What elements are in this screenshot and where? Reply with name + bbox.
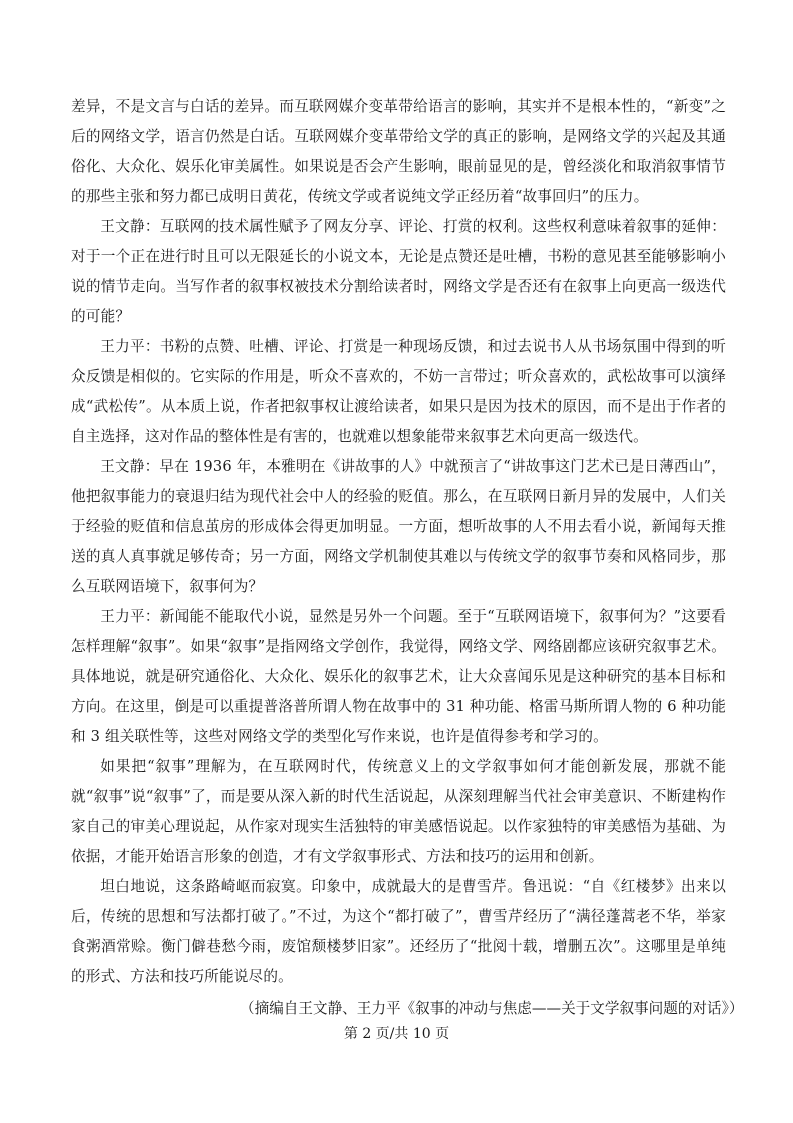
paragraph-wang-liping-2: 王力平：新闻能不能取代小说，显然是另外一个问题。至于“互联网语境下，叙事何为？”这要看怎样理解“叙事”。如果“叙事”是指网络文学创作，我觉得，网络文学、网络剧都应该研究叙事艺术。具体地说，就是研究通俗化、大众化、娱乐化的叙事艺术，让大众喜闻乐见是这种研究的基本目标和方向。在这里，倒是可以重提普洛普所谓人物在故事中的 31 种功能、格雷马斯所谓人物的 6 种功能和 3 组关联性等，这些对网络文学的类型化写作来说，也许是值得参考和学习的。 bbox=[71, 608, 726, 745]
paragraph-wang-wenjing-1: 王文静：互联网的技术属性赋予了网友分享、评论、打赏的权利。这些权利意味着叙事的延伸：对于一个正在进行时且可以无限延长的小说文本，无论是点赞还是吐槽，书粉的意见甚至能够影响小说的情节走向。当写作者的叙事权被技术分割给读者时，网络文学是否还有在叙事上向更高一级迭代的可能？ bbox=[71, 218, 726, 325]
paragraph-wang-liping-1: 王力平：书粉的点赞、吐槽、评论、打赏是一种现场反馈，和过去说书人从书场氛围中得到的听众反馈是相似的。它实际的作用是，听众不喜欢的，不妨一言带过；听众喜欢的，武松故事可以演绎成“武松传”。从本质上说，作者把叙事权让渡给读者，如果只是因为技术的原因，而不是出于作者的自主选择，这对作品的整体性是有害的，也就难以想象能带来叙事艺术向更高一级迭代。 bbox=[71, 338, 726, 445]
source-citation: （摘编自王文静、王力平《叙事的冲动与焦虑——关于文学叙事问题的对话》） bbox=[240, 1000, 744, 1017]
paragraph-narrative-definition: 如果把“叙事”理解为，在互联网时代，传统意义上的文学叙事如何才能创新发展，那就不能就“叙事”说“叙事”了，而是要从深入新的时代生活说起，从深刻理解当代社会审美意识、不断建构作家自己的审美心理说起，从作家对现实生活独特的审美感悟说起。以作家独特的审美感悟为基础、为依据，才能开始语言形象的创造，才有文学叙事形式、方法和技巧的运用和创新。 bbox=[71, 758, 726, 865]
paragraph-continuation: 差异，不是文言与白话的差异。而互联网媒介变革带给语言的影响，其实并不是根本性的，“新变”之后的网络文学，语言仍然是白话。互联网媒介变革带给文学的真正的影响，是网络文学的兴起及其通俗化、大众化、娱乐化审美属性。如果说是否会产生影响，眼前显见的是，曾经淡化和取消叙事情节的那些主张和努力都已成明日黄花，传统文学或者说纯文学正经历着“故事回归”的压力。 bbox=[71, 98, 726, 205]
page-number-footer: 第 2 页/共 10 页 bbox=[343, 1026, 450, 1042]
paragraph-wang-wenjing-2: 王文静：早在 1936 年，本雅明在《讲故事的人》中就预言了“讲故事这门艺术已是日薄西山”，他把叙事能力的衰退归结为现代社会中人的经验的贬值。那么，在互联网日新月异的发展中，人们关于经验的贬值和信息茧房的形成体会得更加明显。一方面，想听故事的人不用去看小说，新闻每天推送的真人真事就足够传奇；另一方面，网络文学机制使其难以与传统文学的叙事节奏和风格同步，那么互联网语境下，叙事何为？ bbox=[71, 458, 726, 595]
document-body bbox=[71, 92, 726, 992]
paragraph-cao-xueqin: 坦白地说，这条路崎岖而寂寞。印象中，成就最大的是曹雪芹。鲁迅说：“自《红楼梦》出来以后，传统的思想和写法都打破了。”不过，为这个“都打破了”，曹雪芹经历了“满径蓬蒿老不华，举家食粥酒常赊。衡门僻巷愁今雨，废馆颓楼梦旧家”。还经历了“批阅十载，增删五次”。这哪里是单纯的形式、方法和技巧所能说尽的。 bbox=[71, 878, 726, 985]
